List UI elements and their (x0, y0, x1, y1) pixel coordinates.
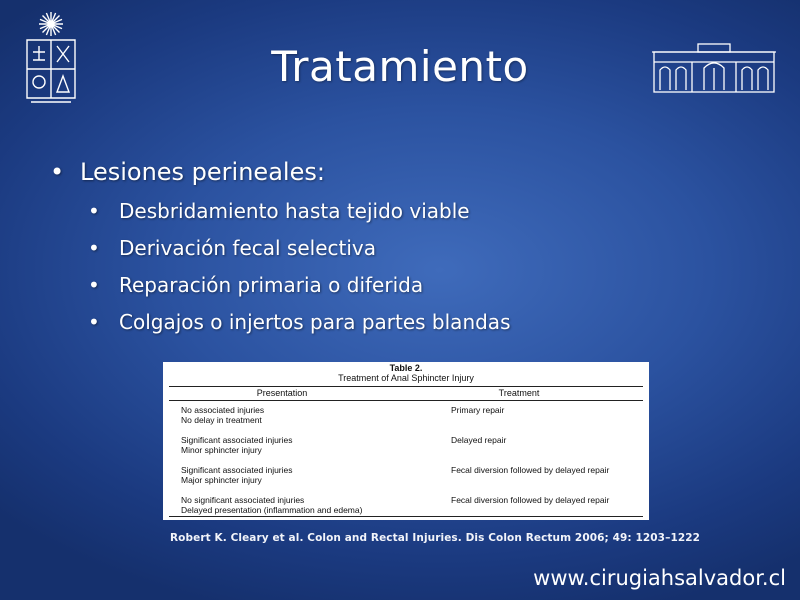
table-header-row (169, 387, 643, 401)
bullet-text: Lesiones perineales: (80, 158, 325, 186)
presentation-line: Major sphincter injury (181, 475, 262, 485)
presentation-line: Delayed presentation (inflammation and edema) (181, 505, 363, 515)
website-footer: www.cirugiahsalvador.cl (533, 566, 786, 590)
table-bottom-rule (169, 516, 643, 517)
presentation-line: No significant associated injuries (181, 495, 305, 505)
bullet-item-colgajos (50, 305, 770, 342)
bullet-list (50, 154, 770, 342)
treatment-cell: Primary repair (451, 405, 505, 415)
table-title: Table 2. (389, 363, 423, 373)
reference-citation: Robert K. Cleary et al. Colon and Rectal Injuries. Dis Colon Rectum 2006; 49: 1203–1222 (170, 532, 701, 544)
bullet-item-lesiones (50, 154, 770, 194)
column-header-treatment: Treatment (498, 388, 540, 398)
table-row (169, 495, 643, 525)
table-row (169, 405, 643, 435)
treatment-cell: Delayed repair (451, 435, 507, 445)
table-row (169, 435, 643, 465)
bullet-item-derivacion (50, 231, 770, 268)
presentation-cell (169, 405, 451, 435)
presentation-line: Minor sphincter injury (181, 445, 262, 455)
table-subtitle: Treatment of Anal Sphincter Injury (338, 373, 474, 383)
presentation-line: No associated injuries (181, 405, 265, 415)
bullet-dot: • (88, 199, 100, 223)
presentation-line: No delay in treatment (181, 415, 262, 425)
bullet-text: Reparación primaria o diferida (119, 273, 424, 297)
presentation-cell (169, 435, 451, 465)
slide-title: Tratamiento (271, 42, 529, 91)
bullet-item-reparacion (50, 268, 770, 305)
column-header-presentation: Presentation (256, 388, 308, 398)
bullet-dot: • (88, 236, 100, 260)
treatment-cell: Fecal diversion followed by delayed repair (451, 465, 610, 475)
table-row (169, 465, 643, 495)
bullet-text: Desbridamiento hasta tejido viable (119, 199, 470, 223)
table-body (163, 401, 649, 525)
presentation-cell (169, 465, 451, 495)
bullet-dot: • (88, 310, 100, 334)
sphincter-injury-table (163, 362, 649, 520)
bullet-dot: • (50, 158, 65, 186)
presentation-line: Significant associated injuries (181, 465, 293, 475)
treatment-cell: Fecal diversion followed by delayed repair (451, 495, 610, 505)
bullet-dot: • (88, 273, 100, 297)
bullet-text: Colgajos o injertos para partes blandas (119, 310, 511, 334)
bullet-item-desbridamiento (50, 194, 770, 231)
bullet-text: Derivación fecal selectiva (119, 236, 376, 260)
presentation-cell (169, 495, 451, 525)
presentation-line: Significant associated injuries (181, 435, 293, 445)
